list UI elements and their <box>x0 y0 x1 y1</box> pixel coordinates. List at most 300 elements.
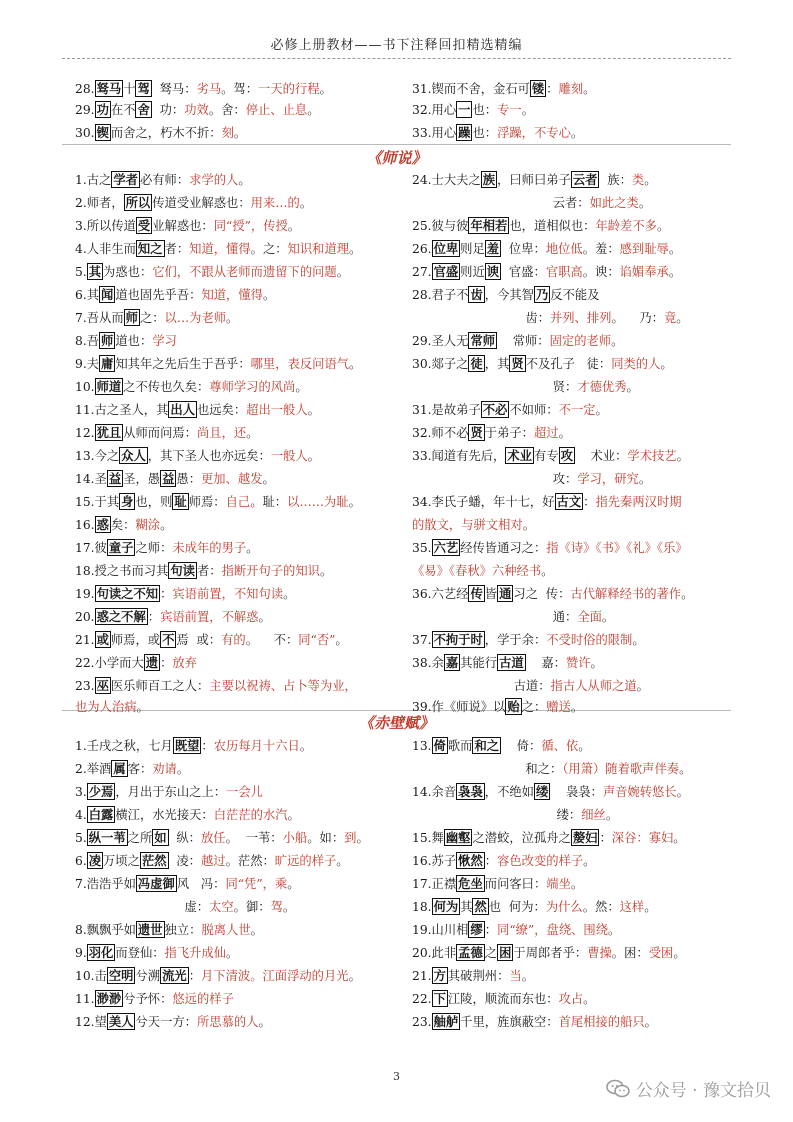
source-text: 。 <box>348 495 361 509</box>
watermark-text: 公众号 · 豫文拾贝 <box>635 1081 771 1101</box>
source-text: 于周郎者乎： <box>513 946 588 960</box>
source-text: 也： <box>472 126 498 140</box>
source-text: 也，则 <box>135 495 173 509</box>
definition-text: 同“缭”，盘绕、围绕 <box>497 923 609 937</box>
source-text: 焉 或： <box>176 633 222 647</box>
source-text: 。 <box>287 219 301 233</box>
source-text: 则近 <box>460 265 485 279</box>
source-text: 32.师不必 <box>412 426 469 440</box>
source-text: 圣，愚 <box>123 472 161 486</box>
boxed-keyword: 或 <box>96 632 109 647</box>
source-text: 。然： <box>582 900 620 914</box>
definition-text: 脱离人世 <box>201 923 251 937</box>
boxed-keyword: 愀然 <box>458 853 483 868</box>
source-text: 师焉： <box>188 495 226 509</box>
annotation-line <box>75 263 349 281</box>
source-text: 官盛： <box>501 265 546 279</box>
boxed-keyword: 术业 <box>507 448 532 463</box>
definition-text: 放任 <box>200 831 226 845</box>
source-text: 。 <box>258 1015 271 1029</box>
boxed-keyword: 闻 <box>101 287 114 302</box>
annotation-line <box>412 171 657 189</box>
source-text: 32.用心 <box>412 103 457 117</box>
annotation-line <box>412 806 618 824</box>
boxed-keyword: 族 <box>482 172 496 187</box>
annotation-line <box>75 852 349 870</box>
source-text: 。 <box>356 831 369 845</box>
source-text: 矣： <box>110 518 136 532</box>
definition-text: 一般人 <box>270 449 308 463</box>
source-text: 医乐师百工之人： <box>110 679 210 693</box>
annotation-line <box>412 516 535 534</box>
boxed-keyword: 缕 <box>535 784 549 799</box>
definition-text: 如此之类 <box>589 196 639 210</box>
source-text: 。 <box>319 82 332 96</box>
boxed-keyword: 益 <box>108 471 122 486</box>
source-text: 18.授之书而习其 <box>75 564 169 578</box>
source-text: 万顷之 <box>103 854 140 868</box>
source-text: 兮予怀： <box>123 992 173 1006</box>
source-text: 古道： <box>412 679 551 693</box>
boxed-keyword: 凌 <box>88 853 102 868</box>
source-text: 10. <box>75 380 95 394</box>
boxed-keyword: 官盛 <box>433 264 459 279</box>
source-text: 9. <box>75 946 87 960</box>
boxed-keyword: 冯虚御 <box>137 876 175 891</box>
boxed-keyword: 空明 <box>108 968 134 983</box>
boxed-keyword: 不必 <box>482 402 508 417</box>
boxed-keyword: 乃 <box>535 287 549 302</box>
source-text: 。之： <box>250 242 288 256</box>
annotation-line <box>412 698 583 716</box>
definition-text: 同类的人 <box>611 357 661 371</box>
source-text: 1.古之 <box>75 173 112 187</box>
source-text: 。 <box>307 103 320 117</box>
source-text: ，其下圣人也亦远矣： <box>147 449 271 463</box>
wechat-icon <box>606 1079 630 1099</box>
source-text: 必有师： <box>139 173 190 187</box>
annotation-line <box>75 493 361 511</box>
definition-text: 专一 <box>497 103 522 117</box>
source-text: 30.郯子之 <box>412 357 469 371</box>
annotation-line <box>412 194 651 212</box>
source-text: 。 <box>287 877 300 891</box>
definition-text: 未成年的男子 <box>172 541 247 555</box>
boxed-keyword: 少焉 <box>88 784 114 799</box>
source-text: 则足 <box>460 242 485 256</box>
annotation-line <box>412 562 553 580</box>
annotation-line <box>412 921 620 939</box>
definition-text: 当 <box>509 969 522 983</box>
source-text: 之 <box>484 946 498 960</box>
source-text: 。 <box>590 656 603 670</box>
annotation-line <box>75 921 263 939</box>
source-text: 。 <box>336 265 350 279</box>
source-text: 攻： <box>412 472 578 486</box>
source-text: 24.士大夫之 <box>412 173 481 187</box>
boxed-keyword: 驽马 <box>96 81 122 96</box>
source-text: 。 <box>349 357 362 371</box>
source-text: 独立： <box>164 923 202 937</box>
boxed-keyword: 茫然 <box>141 853 167 868</box>
definition-text: 月下清波。江面浮动的月光 <box>201 969 349 983</box>
annotation-line <box>75 194 312 212</box>
source-text: 22. <box>412 992 432 1006</box>
source-text: 。 <box>632 633 645 647</box>
source-text: 。 <box>522 518 535 532</box>
definition-text: 白茫茫的水汽 <box>213 808 288 822</box>
source-text: 15.舞 <box>412 831 444 845</box>
source-text: 11.古之圣人，其 <box>75 403 169 417</box>
source-text: 33.闻道有先后， <box>412 449 506 463</box>
source-text: 贤： <box>412 380 578 394</box>
annotation-line <box>75 516 172 534</box>
annotation-line <box>75 332 177 350</box>
definition-text: 它们，不跟从老师而遗留下的问题 <box>152 265 337 279</box>
source-text: 。茫然： <box>225 854 275 868</box>
boxed-keyword: 舳舻 <box>433 1014 459 1029</box>
boxed-keyword: 镂 <box>531 81 545 96</box>
source-text: 。 <box>295 380 308 394</box>
source-text: ，不绝如 <box>484 785 534 799</box>
definition-text: 同“凭”，乘 <box>225 877 288 891</box>
source-text: 之潜蛟，泣孤舟之 <box>472 831 571 845</box>
source-text: 13.今之 <box>75 449 120 463</box>
annotation-line <box>75 240 361 258</box>
boxed-keyword: 纵一苇 <box>88 830 126 845</box>
source-text: 凌： <box>168 854 201 868</box>
source-text: 之： <box>521 700 547 714</box>
annotation-line <box>412 332 623 350</box>
source-text: 。 <box>676 449 689 463</box>
annotation-line <box>412 240 681 258</box>
source-text: 江陵，顺流而东也： <box>447 992 559 1006</box>
annotation-line <box>75 539 258 557</box>
source-text: 之师： <box>135 541 173 555</box>
definition-text: 一会儿 <box>226 785 263 799</box>
annotation-line <box>412 447 689 465</box>
section-title-shishuo: 《师说》 <box>366 149 427 167</box>
definition-text: 尊师学习的风尚 <box>209 380 296 394</box>
source-text: 37. <box>412 633 432 647</box>
source-text: 在不 <box>110 103 136 117</box>
source-text: 愚： <box>176 472 201 486</box>
source-text: 34.李氏子蟠，年十七，好 <box>412 495 555 509</box>
definition-text: 以……为耻 <box>287 495 349 509</box>
annotation-line <box>412 539 688 557</box>
annotation-line <box>412 875 583 893</box>
annotation-line <box>412 944 686 962</box>
boxed-keyword: 和之 <box>474 738 500 753</box>
boxed-keyword: 齿 <box>470 287 483 302</box>
annotation-line <box>412 585 693 603</box>
source-text: 师焉，或 <box>110 633 161 647</box>
definition-text: 糊涂 <box>135 518 161 532</box>
definition-text: 端坐 <box>546 877 571 891</box>
source-text: 不如师： <box>509 403 559 417</box>
source-text: 。 <box>626 380 639 394</box>
definition-text: 同“否” <box>298 633 336 647</box>
definition-text: 功效 <box>184 103 209 117</box>
definition-text: 越过 <box>200 854 226 868</box>
boxed-keyword: 如 <box>154 830 167 845</box>
definition-text: 这样 <box>619 900 645 914</box>
annotation-line <box>75 806 300 824</box>
source-text: 。 <box>583 854 596 868</box>
definition-text: 所思慕的人 <box>196 1015 259 1029</box>
source-text: ： <box>160 656 173 670</box>
definition-text: 固定的老师 <box>549 334 612 348</box>
definition-text: 不受时俗的限制 <box>546 633 633 647</box>
source-text: 而舍之，朽木不折： <box>110 126 222 140</box>
definition-text: 指《诗》《书》《礼》《乐》 <box>546 541 688 555</box>
annotation-line <box>75 378 308 396</box>
source-text: 6. <box>75 854 87 868</box>
source-text: 。谀： <box>582 265 620 279</box>
boxed-keyword: 徒 <box>470 356 483 371</box>
source-text: 者： <box>164 242 190 256</box>
source-text: 。 <box>226 311 239 325</box>
definition-text: 哪里，表反问语气 <box>250 357 350 371</box>
source-text: 11. <box>75 992 95 1006</box>
source-text: ，学于余： <box>484 633 547 647</box>
boxed-keyword: 句读之不知 <box>96 586 159 601</box>
source-text: 横江，水光接天： <box>115 808 214 822</box>
source-text: 39.作《师说》以 <box>412 700 506 714</box>
source-text: 。 <box>282 900 296 914</box>
annotation-line <box>75 898 295 916</box>
boxed-keyword: 攻 <box>560 448 573 463</box>
boxed-keyword: 师 <box>101 333 114 348</box>
boxed-keyword: 方 <box>433 968 446 983</box>
source-text: 23. <box>412 1015 432 1029</box>
boxed-keyword: 嘉 <box>445 655 459 670</box>
source-text: 也远矣： <box>196 403 247 417</box>
source-text: 驽马： <box>151 82 197 96</box>
source-text: 虚： <box>75 900 210 914</box>
source-text: 。 <box>673 831 686 845</box>
annotation-line <box>412 355 673 373</box>
source-text: ，今其智 <box>484 288 534 302</box>
source-text: 兮天一方： <box>135 1015 197 1029</box>
source-text: 28.君子不 <box>412 288 469 302</box>
definition-text: 谄媚奉承 <box>619 265 669 279</box>
definition-text: 学习 <box>152 334 177 348</box>
source-text: 齿： <box>412 311 550 325</box>
definition-text: 刻 <box>221 126 234 140</box>
definition-text: 放弃 <box>172 656 197 670</box>
boxed-keyword: 惑之不解 <box>96 609 146 624</box>
annotation-line <box>75 608 271 626</box>
source-text: 20.此非 <box>412 946 457 960</box>
definition-text: 古代解释经书的著作 <box>570 587 682 601</box>
source-text: 15.于其 <box>75 495 120 509</box>
annotation-line <box>75 424 258 442</box>
annotation-line <box>412 80 595 98</box>
boxed-keyword: 驾 <box>137 81 150 96</box>
annotation-line <box>412 217 669 235</box>
source-text: 术业： <box>574 449 628 463</box>
source-text: 纵： <box>168 831 201 845</box>
boxed-keyword: 句读 <box>170 563 195 578</box>
boxed-keyword: 羞 <box>486 241 500 256</box>
source-text: 反不能及 <box>550 288 600 302</box>
source-text: ： <box>188 969 201 983</box>
source-text: 。 <box>299 196 313 210</box>
source-text: 。 <box>679 762 692 776</box>
boxed-keyword: 属 <box>113 761 126 776</box>
boxed-keyword: 倚 <box>433 738 446 753</box>
source-text: ： <box>599 831 612 845</box>
source-text: 。 <box>676 311 689 325</box>
boxed-keyword: 六艺 <box>433 540 459 555</box>
source-text: 之不传也久矣： <box>123 380 210 394</box>
source-text: 者： <box>196 564 222 578</box>
annotation-line <box>75 631 348 649</box>
source-text: ，月出于东山之上： <box>115 785 227 799</box>
source-text: 。 <box>636 679 649 693</box>
section-title-chibifu: 《赤壁赋》 <box>358 714 434 732</box>
source-text: 23. <box>75 679 95 693</box>
definition-text: 的散文，与骈文相对 <box>412 518 523 532</box>
source-text: 6.其 <box>75 288 100 302</box>
source-text: 。 <box>570 700 584 714</box>
boxed-keyword: 众人 <box>121 448 146 463</box>
source-text: 道也： <box>115 334 153 348</box>
source-text: 29.圣人无 <box>412 334 469 348</box>
boxed-keyword: 白露 <box>88 807 114 822</box>
source-text: 知其年之先后生于吾乎： <box>115 357 251 371</box>
source-text: 和之： <box>412 762 563 776</box>
definition-text: 赞许 <box>565 656 591 670</box>
source-text: 传道受业解惑也： <box>152 196 251 210</box>
definition-text: 宾语前置，不知句读 <box>172 587 284 601</box>
boxed-keyword: 不拘于时 <box>433 632 483 647</box>
annotation-line <box>75 309 238 327</box>
source-text: ： <box>583 495 596 509</box>
boxed-keyword: 然 <box>474 899 487 914</box>
source-text: 2.举酒 <box>75 762 112 776</box>
boxed-keyword: 所以 <box>125 195 151 210</box>
source-text: 33.用心 <box>412 126 457 140</box>
boxed-keyword: 渺渺 <box>96 991 122 1006</box>
annotation-line <box>75 654 197 672</box>
boxed-keyword: 功 <box>96 102 109 117</box>
source-text: 于弟子： <box>484 426 534 440</box>
source-text: 。 <box>578 739 591 753</box>
source-text: 。如： <box>307 831 345 845</box>
boxed-keyword: 危坐 <box>458 876 483 891</box>
source-text: 族： <box>599 173 632 187</box>
definition-text: 指古人从师之道 <box>550 679 637 693</box>
boxed-keyword: 一 <box>458 102 471 117</box>
source-text: 10.击 <box>75 969 107 983</box>
annotation-line <box>412 990 595 1008</box>
annotation-line <box>75 990 234 1008</box>
annotation-line <box>412 493 682 511</box>
definition-text: 到 <box>344 831 357 845</box>
source-text: ： <box>201 739 214 753</box>
source-text: 16.苏子 <box>412 854 457 868</box>
annotation-line <box>412 424 571 442</box>
annotation-line <box>75 783 263 801</box>
source-text: 。 <box>668 242 682 256</box>
definition-text: 循、依 <box>541 739 579 753</box>
definition-text: 以…为老师 <box>164 311 227 325</box>
definition-text: 知道，懂得 <box>201 288 263 302</box>
source-text: 。 <box>287 808 300 822</box>
source-text: 25.彼与彼 <box>412 219 469 233</box>
watermark <box>606 1076 771 1101</box>
source-text: 36.六艺经 <box>412 587 469 601</box>
source-text: 。 <box>638 472 652 486</box>
source-text: 而登仙： <box>115 946 165 960</box>
source-text: 嘉： <box>525 656 566 670</box>
source-text: 14.余音 <box>412 785 457 799</box>
source-text: ，其 <box>484 357 510 371</box>
boxed-keyword: 身 <box>121 494 134 509</box>
boxed-keyword: 常师 <box>470 333 496 348</box>
source-text: 习之 传： <box>513 587 571 601</box>
annotation-line <box>75 698 149 716</box>
source-text: 。 <box>319 564 333 578</box>
definition-text: 赠送 <box>546 700 571 714</box>
definition-text: 指飞升成仙 <box>164 946 227 960</box>
source-text: 18. <box>412 900 432 914</box>
source-text: 16. <box>75 518 95 532</box>
source-text: 其 <box>460 900 473 914</box>
annotation-line <box>412 378 639 396</box>
boxed-keyword: 嫠妇 <box>572 830 598 845</box>
annotation-line <box>412 631 645 649</box>
definition-text: 劣马 <box>196 82 222 96</box>
source-text: 。 <box>656 219 670 233</box>
source-text: 缕： <box>412 808 582 822</box>
source-text: 而问客曰： <box>484 877 547 891</box>
definition-text: 官职高 <box>545 265 583 279</box>
source-text: 。 <box>336 854 349 868</box>
annotation-line <box>75 124 246 142</box>
source-text: ： <box>484 854 498 868</box>
annotation-line <box>75 944 238 962</box>
annotation-line <box>75 967 361 985</box>
boxed-keyword: 益 <box>162 471 175 486</box>
annotation-line <box>412 829 686 847</box>
source-text: ： <box>160 587 173 601</box>
definition-text: 一天的行程 <box>258 82 320 96</box>
boxed-keyword: 流光 <box>162 968 187 983</box>
source-text: 风 冯： <box>176 877 226 891</box>
source-text: 。 <box>583 992 596 1006</box>
source-text: 。 <box>307 449 320 463</box>
boxed-keyword: 云者 <box>572 172 598 187</box>
definition-text: 同“授”，传授 <box>213 219 288 233</box>
definition-text: 求学的人 <box>189 173 239 187</box>
source-text: 29. <box>75 103 95 117</box>
source-text: 5. <box>75 265 87 279</box>
source-text: 。 <box>644 1015 657 1029</box>
definition-text: 太空 <box>209 900 234 914</box>
boxed-keyword: 出人 <box>170 402 195 417</box>
boxed-keyword: 巫 <box>96 678 109 693</box>
source-text: 。驾： <box>221 82 259 96</box>
source-text: 。耻： <box>250 495 288 509</box>
definition-text: 自己 <box>225 495 251 509</box>
source-text: 从师而问焉： <box>123 426 197 440</box>
source-text: 倚： <box>501 739 542 753</box>
source-text: 。 <box>521 103 534 117</box>
definition-text: 曹操 <box>587 946 612 960</box>
